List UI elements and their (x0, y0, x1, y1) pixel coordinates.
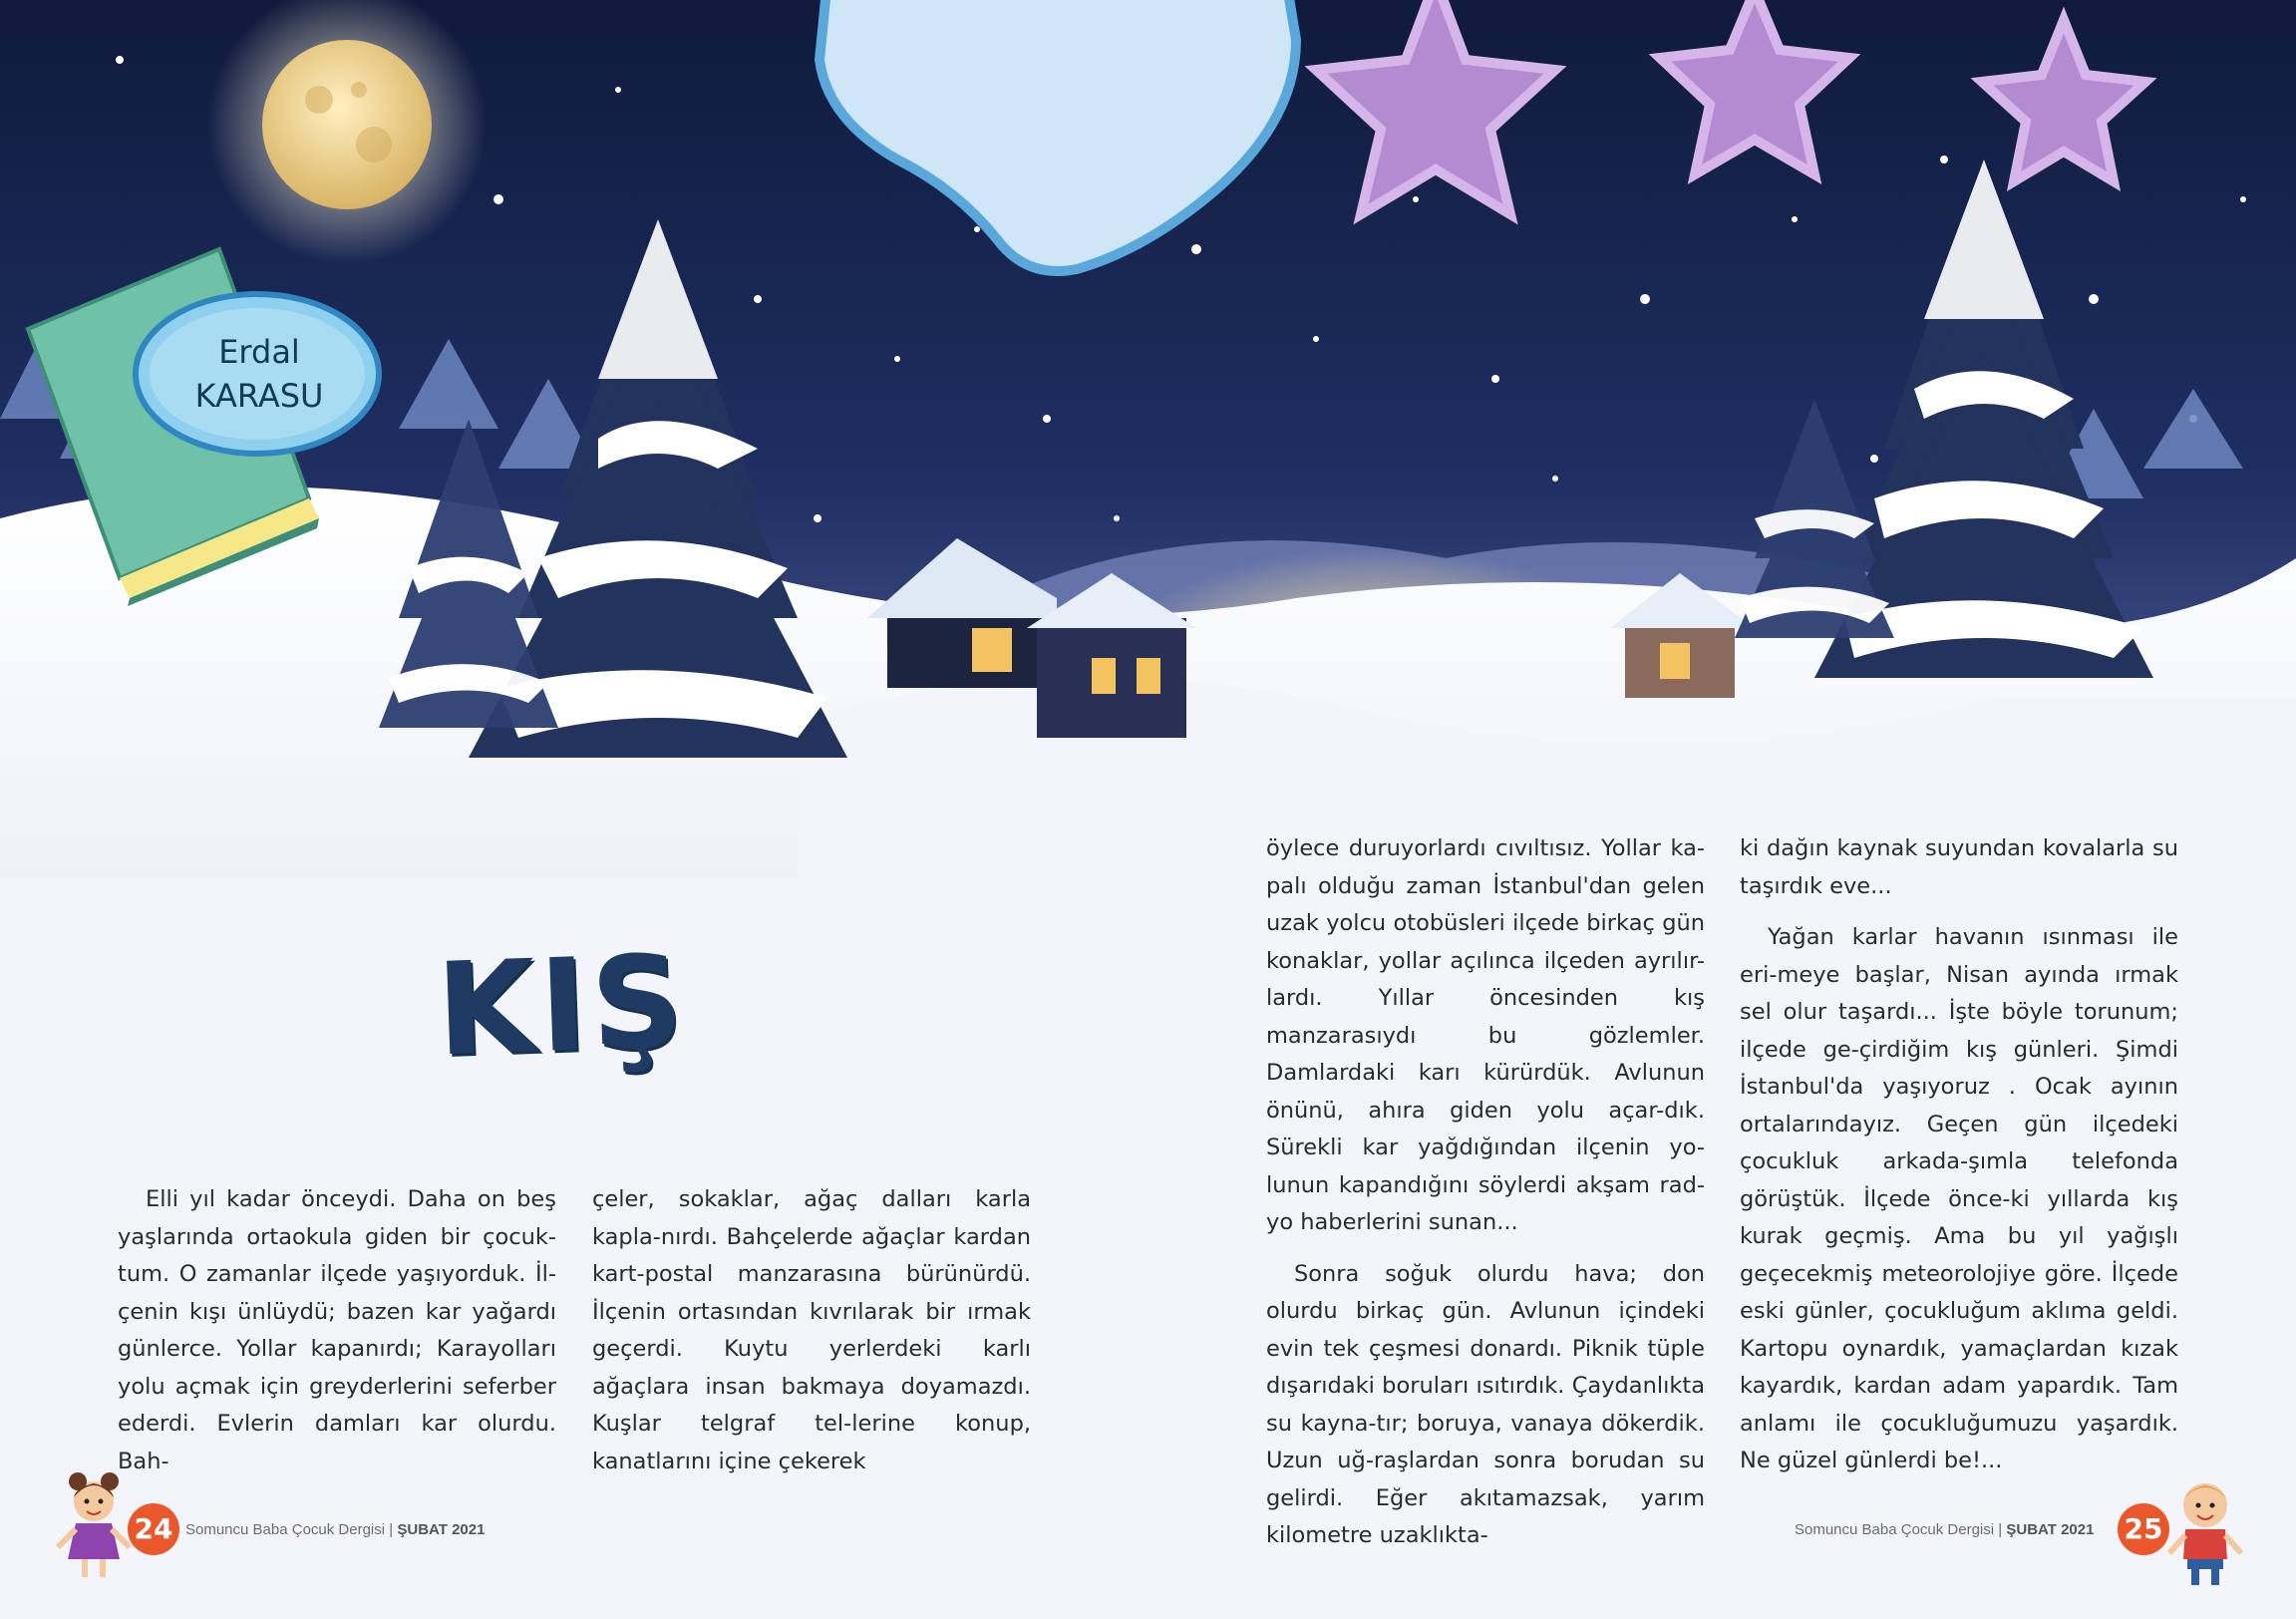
girl-character-icon (52, 1467, 136, 1587)
article-column-1 (118, 1181, 556, 1494)
page-title: KIŞ (434, 927, 690, 1086)
boy-character-icon (2163, 1471, 2247, 1591)
footer-separator: | (389, 1521, 394, 1538)
issue-date: ŞUBAT 2021 (2006, 1521, 2095, 1538)
moon-icon (262, 40, 432, 209)
footer-separator: | (1998, 1521, 2003, 1538)
page-number-left: 24 (128, 1503, 179, 1555)
paragraph: Yağan karlar havanın ısınması ile eri-meye başlar, Nisan ayında ırmak sel olur taşardı... İşte böyle torunum; ilçede ge-çirdiğim kış günleri. Şimdi İstanbul'da yaşıyoruz . Ocak ayının ortalarındayız. Geçen gün ilçedeki çocukluk arkada-şımla telefonda görüştük. İlçede önce-ki yıllarda kış kurak geçmiş. Ama bu yıl yağışlı geçecekmiş meteorolojiye göre. İlçede eski günler, çocukluğum aklıma geldi. Kartopu oynardık, yamaçlardan kızak kayardık, kardan adam yapardık. Tam anlamı ile çocukluğumuzu yaşardık. Ne güzel günlerdi be!... (1740, 924, 2178, 1473)
article-column-4 (1740, 830, 2178, 1494)
magazine-name: Somuncu Baba Çocuk Dergisi (1795, 1521, 1995, 1538)
footer-right (1795, 1521, 2094, 1538)
issue-date: ŞUBAT 2021 (397, 1521, 486, 1538)
author-first-name: Erdal (218, 333, 300, 371)
author-badge (140, 299, 379, 449)
page-number-right: 25 (2118, 1503, 2169, 1555)
footer-left (185, 1521, 485, 1538)
paragraph: Elli yıl kadar önceydi. Daha on beş yaşlarında ortaokula giden bir çocuk-tum. O zamanlar ilçede yaşıyorduk. İl-çenin kışı ünlüydü; bazen kar yağardı günlerce. Yollar kapanırdı; Karayolları yolu açmak için greyderlerini seferber ederdi. Evlerin damları kar olurdu. Bah- (118, 1186, 556, 1474)
author-last-name: KARASU (194, 377, 324, 415)
article-column-2 (592, 1181, 1031, 1494)
paragraph: Sonra soğuk olurdu hava; don olurdu birkaç gün. Avlunun içindeki evin tek çeşmesi donardı. Piknik tüple dışarıdaki boruları ısıtırdık. Çaydanlıkta su kayna-tır; boruya, vanaya dökerdik. Uzun uğ-raşlardan sonra borudan su gelirdi. Eğer akıtamazsak, yarım kilometre uzaklıkta- (1266, 1260, 1705, 1548)
paragraph: ki dağın kaynak suyundan kovalarla su taşırdık eve... (1740, 835, 2178, 899)
paragraph: öylece duruyorlardı cıvıltısız. Yollar ka-palı olduğu zaman İstanbul'dan gelen uzak yolcu otobüsleri ilçede birkaç gün konaklar, yollar açılınca ilçeden ayrılır-lardı. Yıllar öncesinden kış manzarasıydı bu gözlemler. Damlardaki karı kürürdük. Avlunun önünü, ahıra giden yolu açar-dık. Sürekli kar yağdığından ilçenin yo-lunun kapandığını söylerdi akşam rad-yo haberlerini sunan... (1266, 835, 1705, 1235)
paragraph: çeler, sokaklar, ağaç dalları karla kapla-nırdı. Bahçelerde ağaçlar kardan kart-postal manzarasına bürünürdü. İlçenin ortasından kıvrılarak bir ırmak geçerdi. Kuytu yerlerdeki karlı ağaçlara insan bakmaya doyamazdı. Kuşlar telgraf tel-lerine konup, kanatlarını içine çekerek (592, 1186, 1031, 1474)
article-column-3 (1266, 830, 1705, 1569)
magazine-name: Somuncu Baba Çocuk Dergisi (185, 1521, 386, 1538)
